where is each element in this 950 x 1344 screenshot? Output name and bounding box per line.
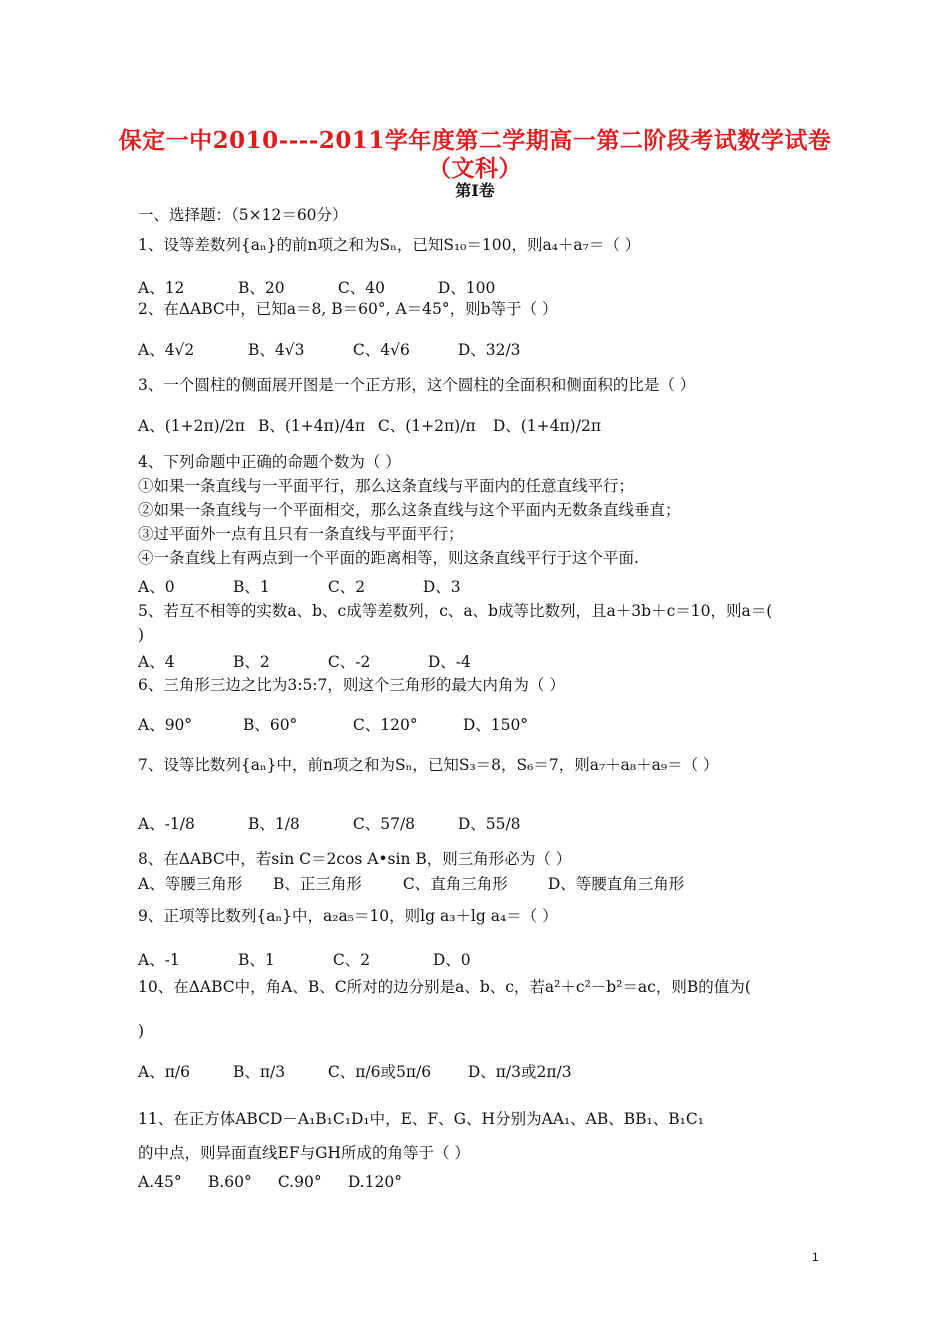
question-9-options [138,948,528,971]
option-a[interactable]: A、-1/8 [138,815,195,833]
option-d[interactable]: D、150° [462,716,529,734]
option-d[interactable]: D、3 [422,578,461,596]
question-4-options [138,575,513,598]
question-1-text: 1、设等差数列{aₙ}的前n项之和为Sₙ，已知S₁₀＝100，则a₄＋a₇＝（ ） [138,236,641,254]
option-c[interactable]: C、57/8 [352,815,416,833]
question-11-options [138,1170,418,1193]
question-4-text: 4、下列命题中正确的命题个数为（ ） [138,453,401,471]
question-10-text-cont: ) [138,1022,145,1040]
question-11-text-cont: 的中点，则异面直线EF与GH所成的角等于（ ） [138,1144,470,1162]
option-c[interactable]: C、2 [327,578,366,596]
page-number: 1 [812,1250,819,1264]
question-5-options [138,650,523,673]
option-c[interactable]: C、-2 [327,653,371,671]
option-c[interactable]: C、(1+2π)/π [377,417,476,435]
question-2-options [138,338,558,361]
option-d[interactable]: D、π/3或2π/3 [467,1063,572,1081]
option-d[interactable]: D、0 [432,951,471,969]
option-b[interactable]: B、1 [237,951,275,969]
option-b[interactable]: B.60° [207,1173,252,1191]
exam-title: 保定一中2010----2011学年度第二学期高一第二阶段考试数学试卷 [118,127,832,154]
option-a[interactable]: A、0 [138,578,175,596]
statement-3: ③过平面外一点有且只有一条直线与平面平行； [138,525,464,543]
option-b[interactable]: B、20 [237,279,285,297]
question-6-text: 6、三角形三边之比为3:5:7，则这个三角形的最大内角为（ ） [138,676,565,694]
option-a[interactable]: A.45° [138,1173,182,1191]
question-7-text: 7、设等比数列{aₙ}中，前n项之和为Sₙ，已知S₃＝8，S₆＝7，则a₇＋a₈＋a₉＝（ ） [138,756,719,774]
question-5-text: 5、若互不相等的实数a、b、c成等差数列，c、a、b成等比数列，且a＋3b＋c＝10，则a＝( [138,602,773,620]
question-2-text: 2、在ΔABC中，已知a＝8, B＝60°, A＝45°，则b等于（ ） [138,300,558,318]
option-b[interactable]: B、4√3 [247,341,305,359]
question-11-text: 11、在正方体ABCD－A₁B₁C₁D₁中，E、F、G、H分别为AA₁、AB、BB₁、B₁C₁ [138,1110,704,1128]
option-a[interactable]: A、π/6 [138,1063,190,1081]
option-c[interactable]: C、4√6 [352,341,410,359]
option-a[interactable]: A、4√2 [138,341,195,359]
question-3-text: 3、一个圆柱的侧面展开图是一个正方形，这个圆柱的全面积和侧面积的比是（ ） [138,376,696,394]
option-b[interactable]: B、1 [232,578,270,596]
exam-subtitle: （文科） [428,155,522,182]
option-c[interactable]: C、直角三角形 [402,875,508,893]
option-a[interactable]: A、12 [138,279,185,297]
section-label: 第Ⅰ卷 [455,181,495,200]
option-d[interactable]: D、100 [437,279,496,297]
option-c[interactable]: C、120° [352,716,418,734]
question-10-options [138,1060,603,1083]
question-7-options [138,812,558,835]
question-8-text: 8、在ΔABC中，若sin C＝2cos A•sin B，则三角形必为（ ） [138,850,572,868]
question-10-text: 10、在ΔABC中，角A、B、C所对的边分别是a、b、c，若a²＋c²－b²＝ac，则B的值为( [138,978,751,996]
option-d[interactable]: D、32/3 [457,341,521,359]
option-a[interactable]: A、-1 [138,951,180,969]
question-3-options [138,414,603,437]
option-b[interactable]: B、2 [232,653,270,671]
option-a[interactable]: A、90° [138,716,193,734]
option-b[interactable]: B、(1+4π)/4π [257,417,366,435]
option-d[interactable]: D、(1+4π)/2π [492,417,602,435]
option-a[interactable]: A、4 [138,653,175,671]
option-c[interactable]: C、π/6或5π/6 [327,1063,432,1081]
option-b[interactable]: B、π/3 [232,1063,286,1081]
question-8-options [138,872,708,895]
section-heading: 一、选择题：（5×12＝60分） [138,206,348,224]
option-c[interactable]: C.90° [277,1173,322,1191]
option-b[interactable]: B、60° [242,716,298,734]
question-5-text-cont: ) [138,626,145,644]
statement-2: ②如果一条直线与一个平面相交，那么这条直线与这个平面内无数条直线垂直； [138,501,681,519]
question-1-options [138,276,533,299]
option-a[interactable]: A、(1+2π)/2π [138,417,245,435]
statement-1: ①如果一条直线与一平面平行，那么这条直线与平面内的任意直线平行； [138,477,635,495]
option-d[interactable]: D、-4 [427,653,471,671]
option-a[interactable]: A、等腰三角形 [138,875,243,893]
option-d[interactable]: D、等腰直角三角形 [547,875,685,893]
option-c[interactable]: C、2 [332,951,371,969]
option-d[interactable]: D.120° [347,1173,402,1191]
option-c[interactable]: C、40 [337,279,385,297]
option-d[interactable]: D、55/8 [457,815,521,833]
question-6-options [138,713,568,736]
question-9-text: 9、正项等比数列{aₙ}中，a₂a₅＝10，则lg a₃＋lg a₄＝（ ） [138,907,558,925]
option-b[interactable]: B、正三角形 [272,875,362,893]
statement-4: ④一条直线上有两点到一个平面的距离相等，则这条直线平行于这个平面. [138,549,639,567]
option-b[interactable]: B、1/8 [247,815,300,833]
